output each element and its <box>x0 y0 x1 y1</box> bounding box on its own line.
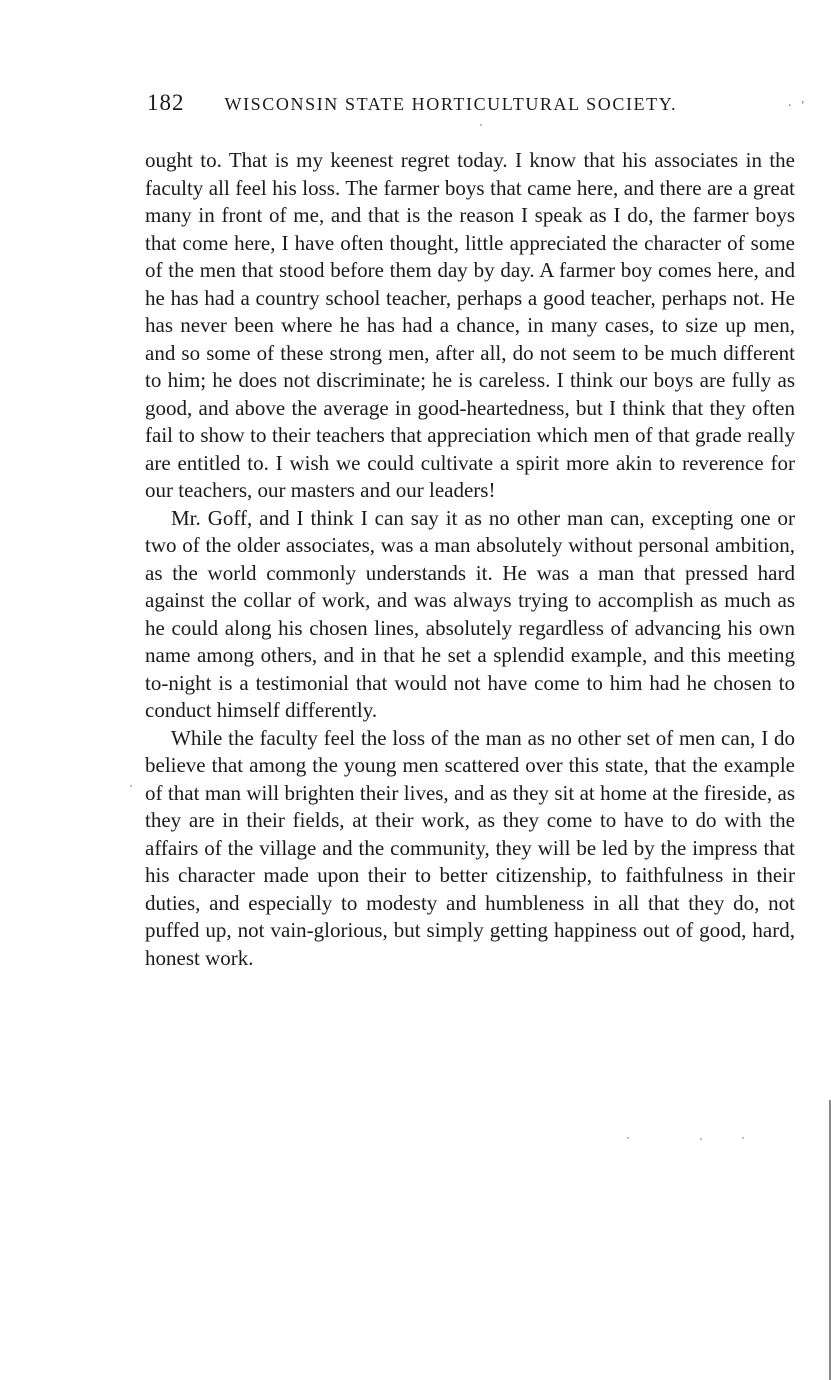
scan-speck <box>742 1137 744 1139</box>
scan-speck <box>130 785 132 787</box>
page-header <box>147 90 807 124</box>
page-number: 182 <box>147 90 185 115</box>
scan-speck <box>700 1138 702 1140</box>
paragraph-1: ought to. That is my keenest regret today. I know that his associates in the faculty all feel his loss. The farmer boys that came here, and there are a great many in front of me, and that is the reason I speak as I do, the farmer boys that come here, I have often thought, little appreciated the character of some of the men that stood before them day by day. A farmer boy comes here, and he has had a country school teacher, perhaps a good teacher, perhaps not. He has never been where he has had a chance, in many cases, to size up men, and so some of these strong men, after all, do not seem to be much different to him; he does not discriminate; he is careless. I think our boys are fully as good, and above the average in good-heartedness, but I think that they often fail to show to their teachers that appreciation which men of that grade really are entitled to. I wish we could cultivate a spirit more akin to reverence for our teachers, our masters and our leaders! <box>145 148 795 502</box>
scan-speck <box>480 124 482 126</box>
running-head: WISCONSIN STATE HORTICULTURAL SOCIETY. <box>224 94 678 114</box>
scan-speck <box>627 1137 629 1139</box>
header-marks: · ' <box>787 99 807 114</box>
paragraph-2: Mr. Goff, and I think I can say it as no other man can, excepting one or two of the older associates, was a man absolutely without personal ambition, as the world commonly understands it. He was a man that pressed hard against the collar of work, and was always trying to accomplish as much as he could along his chosen lines, absolutely regardless of advancing his own name among others, and in that he set a splendid example, and this meeting to-night is a testimonial that would not have come to him had he chosen to conduct himself differently. <box>145 505 795 722</box>
body-text <box>145 147 795 972</box>
paragraph-3: While the faculty feel the loss of the man as no other set of men can, I do believe that among the young men scattered over this state, that the example of that man will brighten their lives, and as they sit at home at the fireside, as they are in their fields, at their work, as they come to have to do with the affairs of the village and the community, they will be led by the impress that his character made upon their to better citizenship, to faithfulness in their duties, and especially to modesty and humbleness in all that they do, not puffed up, not vain-glorious, but simply getting happiness out of good, hard, honest work. <box>145 725 795 970</box>
